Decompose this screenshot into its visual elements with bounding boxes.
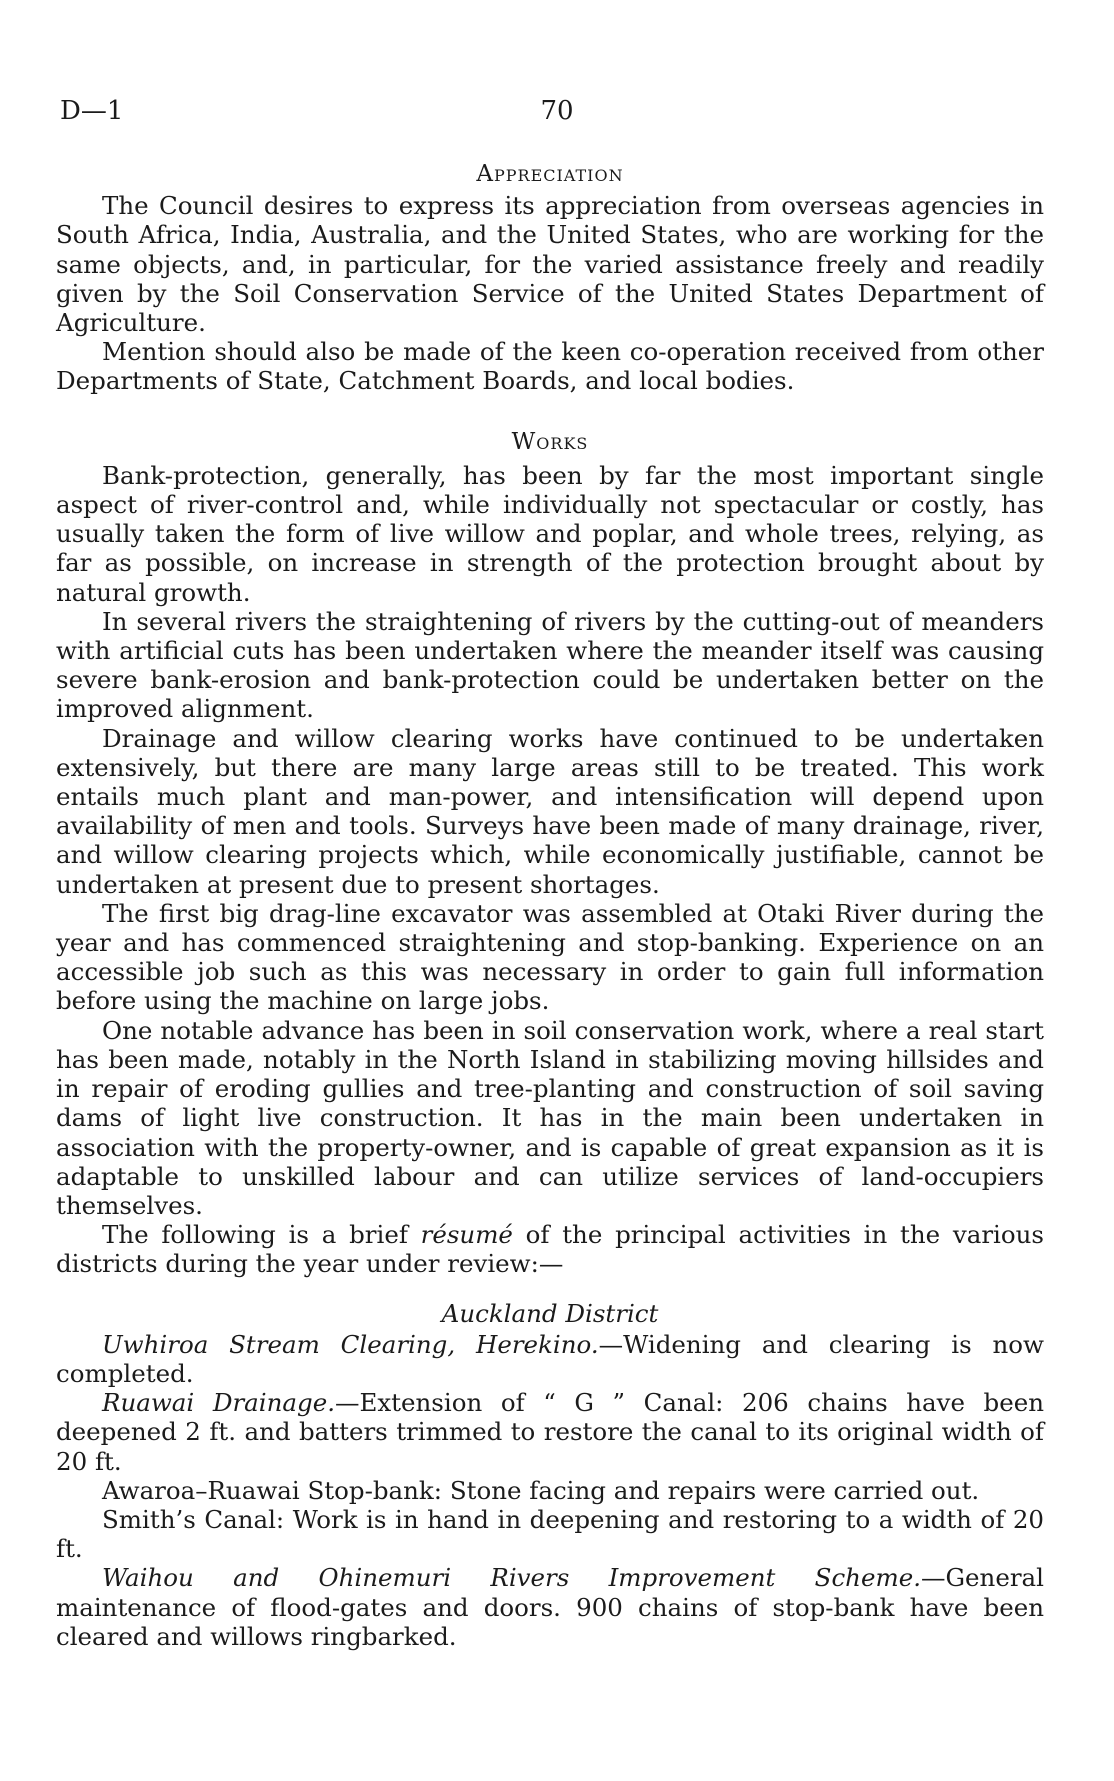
item-text: —General maintenance of flood-gates and doors. 900 chains of stop-bank have been cleared and willows ringbarked. — [56, 1563, 1044, 1651]
district-item — [56, 1505, 1044, 1563]
item-title: Waihou and Ohinemuri Rivers Improvement Scheme. — [102, 1563, 921, 1593]
paragraph: The Council desires to express its appreciation from overseas agencies in South Africa, India, Australia, and the United States, who are working for the same objects, and, in particular, for the varied assistance freely and readily given by the Soil Conservation Service of the United States Department of Agriculture. — [56, 191, 1044, 338]
paragraph: In several rivers the straightening of rivers by the cutting-out of meanders with artificial cuts has been undertaken where the meander itself was causing severe bank-erosion and bank-protection could be undertaken better on the improved alignment. — [56, 606, 1044, 724]
district-item — [56, 1330, 1044, 1388]
district-heading: Auckland District — [441, 1298, 659, 1328]
paragraph: Mention should also be made of the keen co-operation received from other Departments of State, Catchment Boards, and local bodies. — [56, 337, 1044, 396]
district-item — [56, 1476, 1044, 1505]
section-heading-appreciation: Appreciation — [476, 161, 624, 187]
item-title: Ruawai Drainage. — [102, 1388, 335, 1418]
item-title: Uwhiroa Stream Clearing, Herekino. — [102, 1329, 599, 1359]
district-item — [56, 1388, 1044, 1476]
text-run: of the principal activities in the various districts during the year under review:— — [56, 1220, 1044, 1279]
italic-term: résumé — [420, 1220, 513, 1250]
document-code: D—1 — [60, 96, 124, 126]
paragraph: The first big drag-line excavator was assembled at Otaki River during the year and has commenced straightening and stop-banking. Experience on an accessible job such as this was necessary in order to gain full information before using the machine on large jobs. — [56, 898, 1044, 1016]
section-heading-works: Works — [511, 428, 589, 455]
item-text: —Extension of “ G ” Canal: 206 chains have been deepened 2 ft. and batters trimmed to restore the canal to its original width of 20 ft. — [56, 1388, 1044, 1476]
item-text: Smith’s Canal: Work is in hand in deepening and restoring to a width of 20 ft. — [56, 1504, 1044, 1564]
paragraph — [56, 1220, 1044, 1278]
paragraph: One notable advance has been in soil conservation work, where a real start has been made, notably in the North Island in stabilizing moving hillsides and in repair of eroding gullies and tree-planting and construction of soil saving dams of light live construction. It has in the main been undertaken in association with the property-owner, and is capable of great expansion as it is adaptable to unskilled labour and can utilize services of land-occupiers themselves. — [56, 1015, 1044, 1220]
paragraph: Bank-protection, generally, has been by far the most important single aspect of river-control and, while individually not spectacular or costly, has usually taken the form of live willow and poplar, and whole trees, relying, as far as possible, on increase in strength of the protection brought about by natural growth. — [56, 460, 1044, 607]
text-run: The following is a brief — [102, 1220, 421, 1250]
district-item — [56, 1563, 1044, 1651]
page-content — [56, 160, 1044, 1651]
paragraph: Drainage and willow clearing works have continued to be undertaken extensively, but there are many large areas still to be treated. This work entails much plant and man-power, and intensification will depend upon availability of men and tools. Surveys have been made of many drainage, river, and willow clearing projects which, while economically justifiable, cannot be undertaken at present due to present shortages. — [56, 723, 1044, 899]
page-number: 70 — [540, 96, 574, 126]
item-text: Awaroa–Ruawai Stop-bank: Stone facing and repairs were carried out. — [102, 1475, 980, 1505]
item-text: —Widening and clearing is now completed. — [56, 1329, 1044, 1388]
page-header — [60, 96, 1054, 136]
